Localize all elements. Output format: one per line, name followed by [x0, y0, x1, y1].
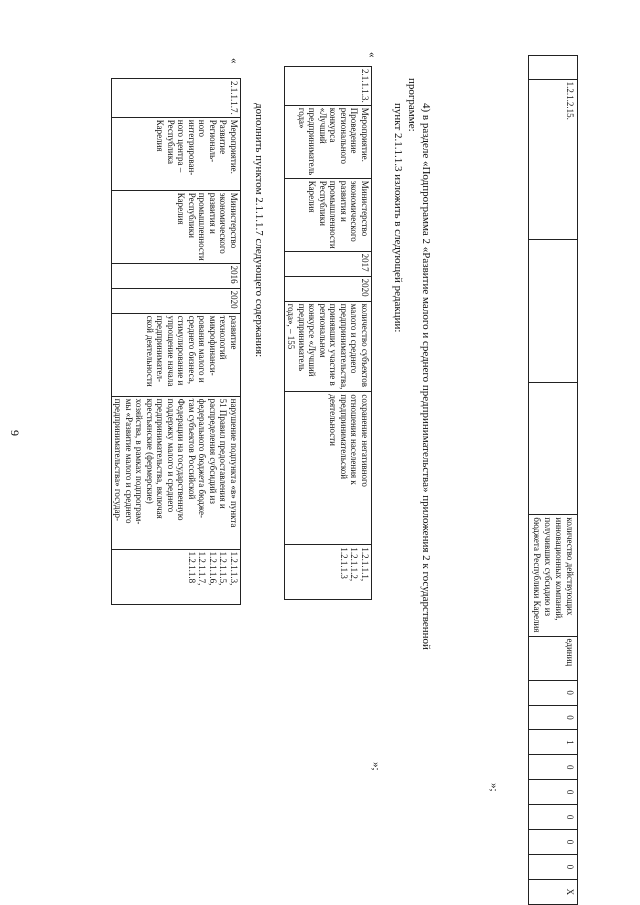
- text-line: Республики: [187, 192, 197, 238]
- text-line: хозяйства, в рамках подпрограм-: [134, 398, 145, 525]
- text-line: Федерации на государственную: [176, 398, 187, 521]
- result-cell: [285, 301, 372, 392]
- table-cell: [529, 56, 578, 80]
- text-line: предпринимательства,: [339, 303, 349, 390]
- unit-cell: единиц: [529, 636, 578, 680]
- code-cell: 2.1.1.1.3.: [285, 67, 372, 106]
- value-cell: 0: [529, 805, 578, 830]
- item4-line3: пункт 2.1.1.1.3 изложить в следующей редакции:: [392, 103, 404, 333]
- event-cell: [112, 117, 241, 190]
- text-line: предпринимательской: [339, 394, 349, 480]
- text-line: ской деятельности: [145, 315, 155, 387]
- year-start-cell: 2016: [112, 263, 241, 288]
- text-line: деятельности: [328, 394, 339, 446]
- value-cell: 0: [529, 705, 578, 730]
- value-cell: 1: [529, 730, 578, 755]
- text-line: Министерство: [360, 180, 370, 237]
- text-line: принявших участие в: [328, 303, 339, 386]
- text-line: получивших субсидию из: [543, 517, 553, 617]
- value-cell: 0: [529, 780, 578, 805]
- text-line: экономического: [349, 180, 360, 242]
- text-line: промышленности: [197, 192, 208, 261]
- supplement-line: дополнить пунктом 2.1.1.1.7 следующего содержания:: [253, 103, 265, 358]
- text-line: Проведение: [349, 107, 360, 154]
- text-line: мы «Развитие малого и среднего: [124, 398, 134, 524]
- executor-cell: [285, 178, 372, 251]
- value-cell: 0: [529, 854, 578, 879]
- text-line: экономического: [218, 192, 229, 254]
- text-line: 1.2.1.1.3: [339, 547, 349, 579]
- text-line: инновационных компаний,: [554, 517, 564, 621]
- text-line: развитие: [229, 315, 239, 350]
- text-line: предприниматель: [297, 303, 307, 372]
- consequence-cell: [112, 396, 241, 549]
- text-line: нарушение подпункта «в» пункта: [229, 398, 239, 528]
- opening-quote: «: [228, 58, 240, 64]
- item4-line1: 4) в разделе «Подпрограмма 2 «Развитие малого и среднего предпринимательства» приложения 2 к государственной: [420, 103, 432, 650]
- text-line: малого и среднего: [349, 303, 360, 374]
- code-cell: 2.1.1.1.7.: [112, 79, 241, 118]
- closing-quote: »;: [370, 762, 382, 771]
- text-line: рования малого и: [197, 315, 208, 383]
- text-line: года»: [297, 107, 307, 129]
- text-line: Развитие Региональ-: [208, 119, 229, 163]
- text-line: 1.2.1.1.3,: [229, 551, 239, 586]
- event-table-2-1-1-1-7: [111, 78, 241, 605]
- text-line: сохранение негативного: [360, 394, 370, 487]
- text-line: Республики: [318, 180, 328, 226]
- text-line: 1.2.1.1.1,: [360, 547, 370, 582]
- links-cell: [285, 545, 372, 600]
- text-line: года», – 155: [286, 303, 297, 350]
- text-line: Карелия: [176, 192, 187, 225]
- text-line: предприниматель: [307, 107, 318, 176]
- event-cell: [285, 105, 372, 178]
- text-line: микрофинанси-: [208, 315, 218, 376]
- value-cell: 0: [529, 680, 578, 705]
- table-cell: [529, 383, 578, 515]
- text-line: конкурсе «Лучший: [307, 303, 318, 377]
- text-line: 1.2.1.1.6,: [208, 551, 218, 586]
- text-line: развития и: [339, 180, 349, 222]
- text-line: Республика Карелия: [155, 119, 176, 164]
- text-line: крестьянские (фермерские): [145, 398, 155, 504]
- year-start-cell: 2017: [285, 251, 372, 276]
- text-line: там субъектов Российской: [187, 398, 197, 500]
- text-line: 1.2.1.1.2,: [349, 547, 360, 582]
- result-cell: [112, 313, 241, 396]
- text-line: 1.2.1.1.5,: [218, 551, 229, 586]
- text-line: регионального: [339, 107, 349, 165]
- text-line: федерального бюджета бюдже-: [197, 398, 208, 518]
- indicator-cell: [529, 515, 578, 636]
- text-line: количество действующих: [565, 517, 575, 616]
- consequence-cell: [285, 392, 372, 545]
- links-cell: [112, 549, 241, 604]
- text-line: стимулирование и: [176, 315, 187, 386]
- text-line: поддержку малого и среднего: [166, 398, 176, 513]
- text-line: ного интегрирован-: [187, 119, 208, 176]
- year-end-cell: 2020: [285, 276, 372, 301]
- table-row: [285, 67, 372, 600]
- table-cell: [529, 240, 578, 383]
- page-number: 9: [8, 430, 22, 436]
- text-line: 51 Правил предоставления и: [218, 398, 229, 509]
- text-line: распределения субсидий из: [208, 398, 218, 504]
- text-line: Карелия: [307, 180, 318, 213]
- text-line: предпринимател-: [155, 315, 166, 383]
- text-line: ного центра –: [176, 119, 187, 173]
- closing-quote: »;: [488, 783, 500, 792]
- text-line: предпринимательства» государ-: [113, 398, 124, 521]
- text-line: отношения населения к: [349, 394, 360, 485]
- opening-quote: «: [366, 52, 378, 58]
- text-line: среднего бизнеса,: [187, 315, 197, 384]
- indicator-table: [528, 55, 578, 905]
- text-line: упрощение начала: [166, 315, 176, 387]
- value-cell: 0: [529, 755, 578, 780]
- text-line: региональном: [318, 303, 328, 358]
- value-cell: 0: [529, 830, 578, 855]
- value-cell: X: [529, 879, 578, 904]
- year-end-cell: 2020: [112, 288, 241, 313]
- table-row: [529, 56, 578, 905]
- text-line: 1.2.1.1.7,: [197, 551, 208, 586]
- text-line: бюджета Республики Карелия: [532, 517, 542, 633]
- text-line: количество субъектов: [360, 303, 370, 387]
- text-line: предпринимательства, включая: [155, 398, 166, 519]
- text-line: Мероприятие.: [229, 119, 239, 174]
- event-table-2-1-1-1-3: [284, 66, 372, 600]
- text-line: технологий: [218, 315, 229, 360]
- text-line: Мероприятие.: [360, 107, 370, 162]
- item4-line2: программе:: [406, 78, 418, 132]
- executor-cell: [112, 190, 241, 263]
- table-row: [112, 79, 241, 605]
- text-line: 1.2.1.1.8: [187, 551, 197, 584]
- text-line: развития и: [208, 192, 218, 234]
- code-cell: 1.2.1.2.15.: [529, 79, 578, 240]
- text-line: промышленности: [328, 180, 339, 249]
- text-line: Министерство: [229, 192, 239, 249]
- text-line: конкурса «Лучший: [318, 107, 339, 144]
